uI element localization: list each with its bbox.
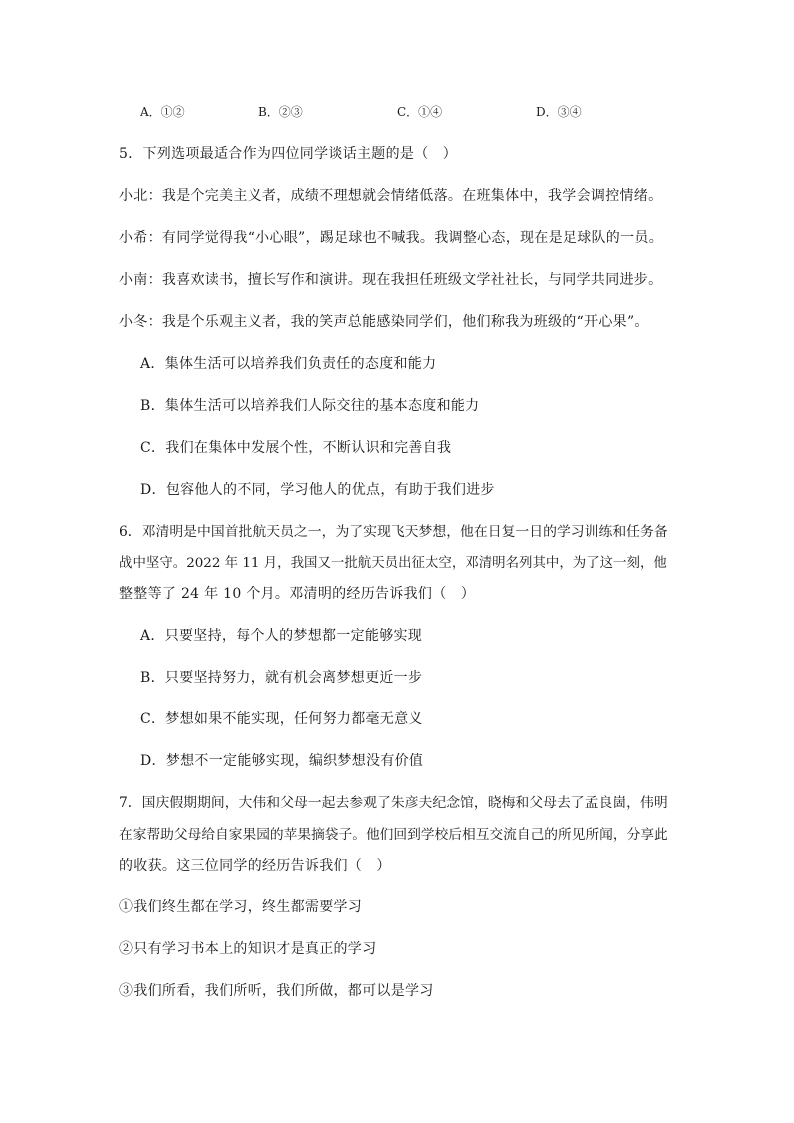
- q5-stem: 5．下列选项最适合作为四位同学谈话主题的是（ ）: [119, 146, 458, 162]
- q5-statement-xiaodong: 小冬：我是个乐观主义者，我的笑声总能感染同学们，他们称我为班级的“开心果”。: [119, 314, 649, 330]
- q6-option-d: D．梦想不一定能够实现，编织梦想没有价值: [140, 753, 424, 769]
- q7-item-3: ③我们所看，我们所听，我们所做，都可以是学习: [119, 983, 434, 999]
- q5-option-b: B．集体生活可以培养我们人际交往的基本态度和能力: [140, 398, 480, 414]
- q6-stem-line-2: 战中坚守。2022 年 11 月，我国又一批航天员出征太空，邓清明名列其中，为了这一刻，他: [119, 556, 667, 571]
- q4-option-d: D．③④: [536, 105, 582, 119]
- q4-option-a: A．①②: [140, 105, 185, 119]
- q6-stem-line-3: 整整等了 24 年 10 个月。邓清明的经历告诉我们（ ）: [119, 586, 476, 602]
- q7-stem-line-1: 7．国庆假期期间，大伟和父母一起去参观了朱彦夫纪念馆，晓梅和父母去了孟良崮，伟明: [119, 795, 668, 811]
- q4-option-b: B．②③: [258, 105, 303, 119]
- q5-option-d: D．包容他人的不同，学习他人的优点，有助于我们进步: [140, 482, 495, 498]
- q7-item-1: ①我们终生都在学习，终生都需要学习: [119, 899, 363, 915]
- q5-statement-xiaonan: 小南：我喜欢读书，擅长写作和演讲。现在我担任班级文学社社长，与同学共同进步。: [119, 272, 663, 288]
- q6-option-c: C．梦想如果不能实现，任何努力都毫无意义: [140, 711, 423, 727]
- q7-stem-line-2: 在家帮助父母给自家果园的苹果摘袋子。他们回到学校后相互交流自己的所见所闻，分享此: [119, 827, 668, 843]
- q5-statement-xiaobei: 小北：我是个完美主义者，成绩不理想就会情绪低落。在班集体中，我学会调控情绪。: [119, 188, 663, 204]
- q5-statement-xiaoxi: 小希：有同学觉得我“小心眼”，踢足球也不喊我。我调整心态，现在是足球队的一员。: [119, 230, 664, 246]
- q5-option-a: A．集体生活可以培养我们负责任的态度和能力: [140, 356, 437, 372]
- q6-option-b: B．只要坚持努力，就有机会离梦想更近一步: [140, 670, 423, 686]
- q7-stem-line-3: 的收获。这三位同学的经历告诉我们（ ）: [119, 858, 391, 874]
- q5-option-c: C．我们在集体中发展个性，不断认识和完善自我: [140, 440, 452, 456]
- q7-item-2: ②只有学习书本上的知识才是真正的学习: [119, 941, 377, 957]
- q4-option-c: C．①④: [397, 105, 443, 119]
- q6-option-a: A．只要坚持，每个人的梦想都一定能够实现: [140, 628, 423, 644]
- q6-stem-line-1: 6．邓清明是中国首批航天员之一，为了实现飞天梦想，他在日复一日的学习训练和任务备: [119, 524, 668, 540]
